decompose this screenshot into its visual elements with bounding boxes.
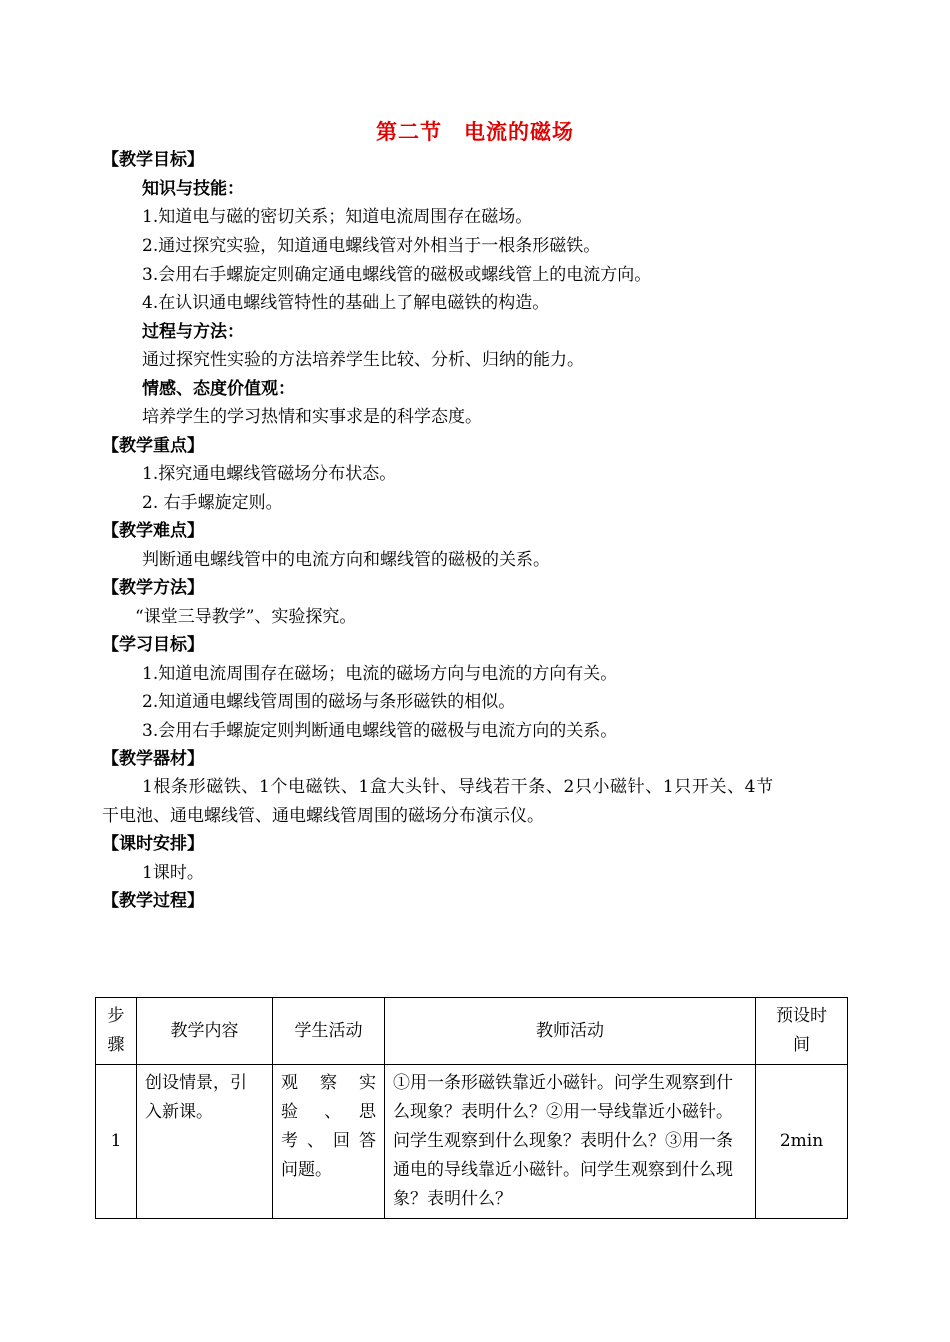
page-title: 第二节 电流的磁场 bbox=[376, 120, 574, 144]
cell-student-line: 观 察 实 bbox=[281, 1073, 376, 1093]
cell-content-line: 入新课。 bbox=[145, 1102, 213, 1122]
table-header-row bbox=[96, 998, 848, 1065]
process-label: 过程与方法： bbox=[142, 322, 244, 342]
header-time-line: 预设时 bbox=[776, 1006, 827, 1026]
knowledge-label: 知识与技能： bbox=[142, 179, 244, 199]
knowledge-item: 4.在认识通电螺线管特性的基础上了解电磁铁的构造。 bbox=[142, 293, 550, 313]
schedule-heading: 【课时安排】 bbox=[102, 834, 204, 854]
header-content: 教学内容 bbox=[137, 998, 273, 1065]
cell-time: 2min bbox=[756, 1065, 848, 1219]
objectives-heading: 【教学目标】 bbox=[102, 150, 204, 170]
header-student: 学生活动 bbox=[273, 998, 385, 1065]
equipment-text: 1根条形磁铁、1个电磁铁、1盒大头针、导线若干条、2只小磁针、1只开关、4节 bbox=[142, 777, 774, 797]
table-row bbox=[96, 1065, 848, 1219]
emotion-text: 培养学生的学习热情和实事求是的科学态度。 bbox=[142, 407, 482, 427]
key-point-item: 2. 右手螺旋定则。 bbox=[142, 493, 283, 513]
learning-goals-heading: 【学习目标】 bbox=[102, 635, 204, 655]
key-point-item: 1.探究通电螺线管磁场分布状态。 bbox=[142, 464, 397, 484]
header-teacher: 教师活动 bbox=[385, 998, 756, 1065]
equipment-heading: 【教学器材】 bbox=[102, 749, 204, 769]
cell-student-line: 考 、 回 答 bbox=[281, 1131, 376, 1151]
knowledge-item: 1.知道电与磁的密切关系；知道电流周围存在磁场。 bbox=[142, 207, 533, 227]
knowledge-item: 2.通过探究实验，知道通电螺线管对外相当于一根条形磁铁。 bbox=[142, 236, 601, 256]
header-time-line: 间 bbox=[793, 1035, 810, 1055]
difficulty-heading: 【教学难点】 bbox=[102, 521, 204, 541]
header-step-line: 步 bbox=[107, 1006, 125, 1026]
cell-content bbox=[137, 1065, 273, 1219]
learning-goal-item: 2.知道通电螺线管周围的磁场与条形磁铁的相似。 bbox=[142, 692, 516, 712]
process-heading: 【教学过程】 bbox=[102, 891, 204, 911]
emotion-label: 情感、态度价值观： bbox=[142, 379, 295, 399]
method-heading: 【教学方法】 bbox=[102, 578, 204, 598]
cell-content-line: 创设情景，引 bbox=[145, 1073, 247, 1093]
learning-goal-item: 3.会用右手螺旋定则判断通电螺线管的磁极与电流方向的关系。 bbox=[142, 721, 618, 741]
process-text: 通过探究性实验的方法培养学生比较、分析、归纳的能力。 bbox=[142, 350, 584, 370]
schedule-text: 1课时。 bbox=[142, 863, 204, 883]
header-step bbox=[96, 998, 137, 1065]
method-text: “课堂三导教学”、实验探究。 bbox=[135, 607, 357, 627]
cell-student-line: 验 、 思 bbox=[281, 1102, 376, 1122]
learning-goal-item: 1.知道电流周围存在磁场；电流的磁场方向与电流的方向有关。 bbox=[142, 664, 618, 684]
cell-teacher: ①用一条形磁铁靠近小磁针。问学生观察到什么现象？表明什么？②用一导线靠近小磁针。问学生观察到什么现象？表明什么？③用一条通电的导线靠近小磁针。问学生观察到什么现象？表明什么？ bbox=[385, 1065, 756, 1219]
header-time bbox=[756, 998, 848, 1065]
equipment-text: 干电池、通电螺线管、通电螺线管周围的磁场分布演示仪。 bbox=[102, 806, 544, 826]
cell-student bbox=[273, 1065, 385, 1219]
teaching-process-table bbox=[95, 997, 848, 1219]
cell-student-line: 问题。 bbox=[281, 1160, 332, 1180]
header-step-line: 骤 bbox=[107, 1035, 125, 1055]
knowledge-item: 3.会用右手螺旋定则确定通电螺线管的磁极或螺线管上的电流方向。 bbox=[142, 265, 652, 285]
cell-step: 1 bbox=[96, 1065, 137, 1219]
difficulty-text: 判断通电螺线管中的电流方向和螺线管的磁极的关系。 bbox=[142, 550, 550, 570]
key-points-heading: 【教学重点】 bbox=[102, 436, 204, 456]
